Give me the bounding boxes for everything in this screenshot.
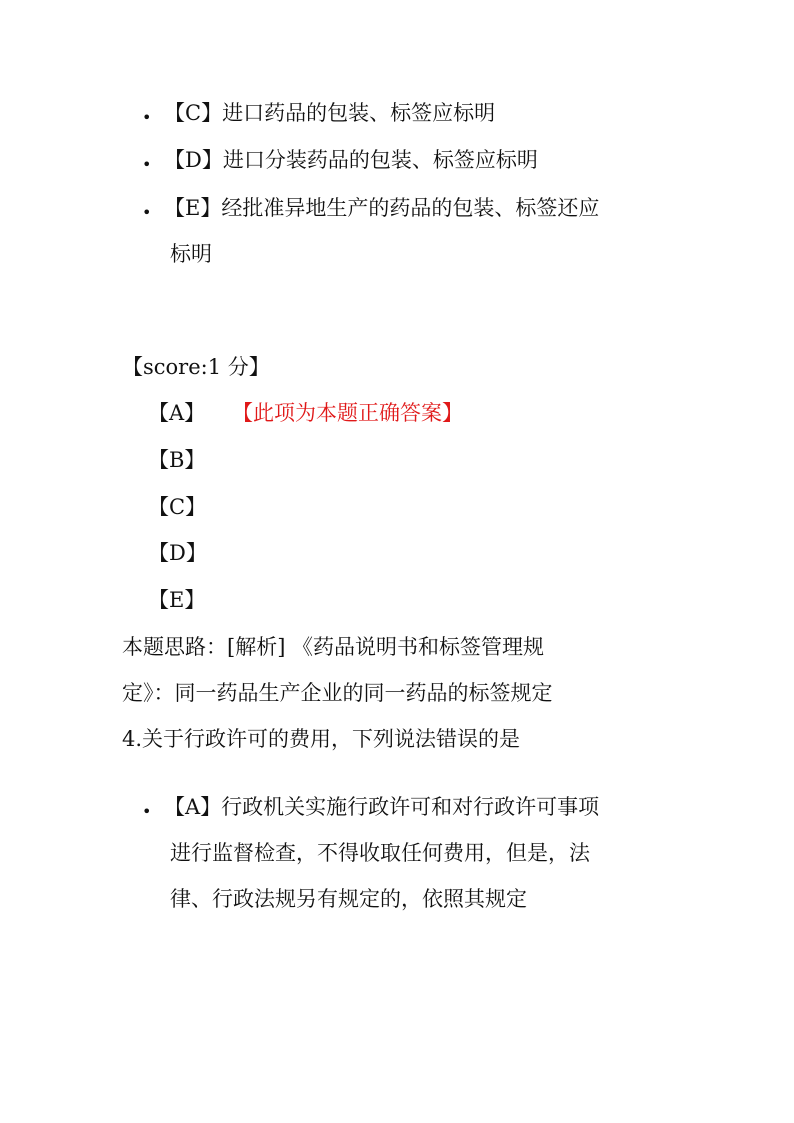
option-d-text: 【D】进口分装药品的包装、标签应标明 <box>164 148 538 172</box>
explanation-line2: 定》：同一药品生产企业的同一药品的标签规定 <box>122 681 553 705</box>
answer-b-label: 【B】 <box>148 448 206 472</box>
bullet-icon: • <box>142 108 152 127</box>
option-c-text: 【C】进口药品的包装、标签应标明 <box>164 101 496 125</box>
q4-option-a-line3: 律、行政法规另有规定的，依照其规定 <box>170 887 527 911</box>
answer-e-label: 【E】 <box>148 588 206 612</box>
answer-a-label: 【A】 <box>148 401 206 425</box>
explanation-line1: 本题思路：[解析] 《药品说明书和标签管理规 <box>122 635 545 659</box>
bullet-icon: • <box>142 802 152 821</box>
answer-d-label: 【D】 <box>148 541 207 565</box>
answer-c-label: 【C】 <box>148 495 207 519</box>
option-e-text-line1: 【E】经批准异地生产的药品的包装、标签还应 <box>164 196 600 220</box>
correct-answer-tag: 【此项为本题正确答案】 <box>232 401 463 425</box>
bullet-icon: • <box>142 155 152 174</box>
score-label: 【score:1 分】 <box>122 355 270 379</box>
q4-option-a-line2: 进行监督检查，不得收取任何费用，但是，法 <box>170 841 590 865</box>
option-e-text-line2: 标明 <box>170 242 212 266</box>
bullet-icon: • <box>142 203 152 222</box>
q4-option-a-line1: 【A】行政机关实施行政许可和对行政许可事项 <box>164 795 600 819</box>
question-4-stem: 4.关于行政许可的费用，下列说法错误的是 <box>122 727 521 751</box>
